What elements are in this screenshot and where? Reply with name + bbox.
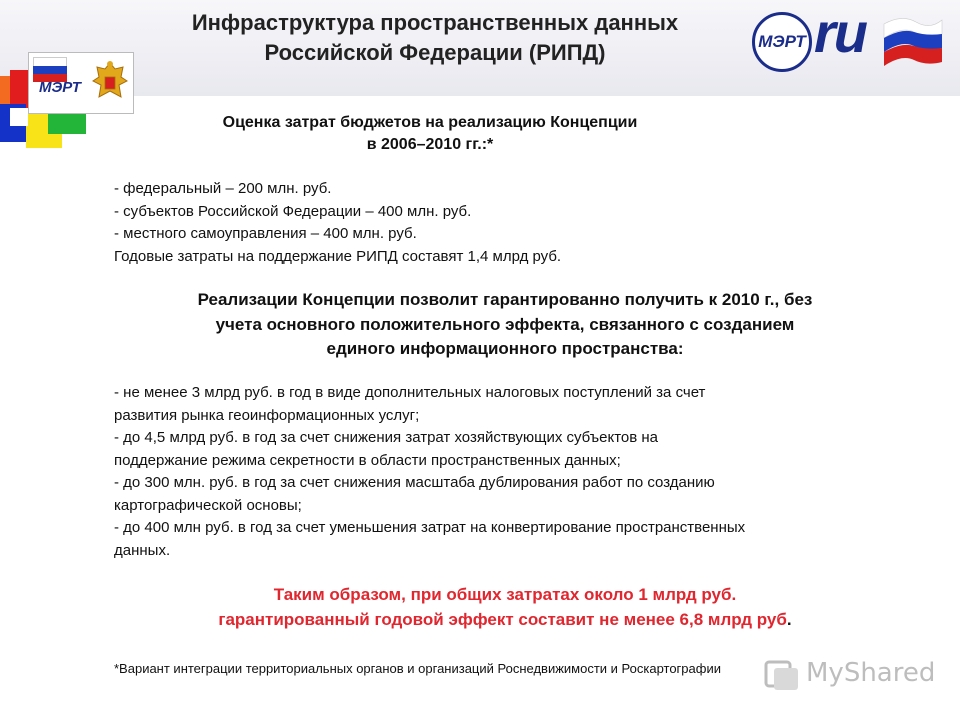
cost-estimate-list (114, 178, 834, 268)
watermark (762, 656, 936, 696)
page-title (110, 8, 760, 68)
list-item: - не менее 3 млрд руб. в год в виде дополнительных налоговых поступлений за счет (114, 384, 706, 401)
page-title-line2: Российской Федерации (РИПД) (264, 40, 606, 65)
list-item: Годовые затраты на поддержание РИПД составят 1,4 млрд руб. (114, 247, 562, 265)
list-item: развития рынка геоинформационных услуг; (114, 406, 420, 424)
decor-block-green (48, 112, 86, 134)
russian-flag-icon (33, 57, 67, 81)
page-title-line1: Инфраструктура пространственных данных (191, 10, 679, 35)
benefits-list (114, 382, 914, 562)
footnote: *Вариант интеграции территориальных органов и организаций Роснедвижимости и Роскартографии (114, 661, 721, 676)
list-item: - местного самоуправления – 400 млн. руб. (114, 225, 417, 242)
list-item: данных. (114, 541, 171, 559)
benefits-heading-line: учета основного положительного эффекта, связанного с созданием (215, 314, 795, 334)
list-item: - субъектов Российской Федерации – 400 млн. руб. (114, 202, 472, 220)
list-item: - федеральный – 200 млн. руб. (114, 180, 332, 197)
cost-estimate-title-line1: Оценка затрат бюджетов на реализацию Концепции (222, 114, 638, 131)
left-logo-text: МЭРТ (39, 79, 81, 96)
list-item: - до 300 млн. руб. в год за счет снижения масштаба дублирования работ по созданию (114, 474, 715, 491)
benefits-heading (110, 288, 900, 362)
conclusion-trailing-dot: . (786, 610, 792, 629)
ministry-logo-circle: МЭРТ (752, 12, 812, 72)
list-item: - до 4,5 млрд руб. в год за счет снижения затрат хозяйствующих субъектов на (114, 429, 659, 446)
cost-estimate-title-line2: в 2006–2010 гг.:* (366, 136, 494, 153)
conclusion-text (110, 582, 900, 632)
decor-block-white (10, 108, 28, 126)
benefits-heading-line: Реализации Концепции позволит гарантированно получить к 2010 г., без (197, 290, 813, 309)
list-item: - до 400 млн руб. в год за счет уменьшения затрат на конвертирование пространственных (114, 519, 746, 536)
cost-estimate-title (110, 112, 750, 156)
watermark-text: MyShared (806, 658, 936, 688)
watermark-logo-icon (762, 658, 802, 694)
conclusion-line2-text: гарантированный годовой эффект составит не менее 6,8 млрд руб (218, 610, 787, 629)
waving-flag-icon (882, 14, 944, 66)
conclusion-line2 (110, 607, 900, 632)
list-item: поддержание режима секретности в области пространственных данных; (114, 451, 621, 469)
list-item: картографической основы; (114, 496, 302, 514)
ru-logo-text: ru (814, 1, 866, 64)
benefits-heading-line: единого информационного пространства: (326, 339, 684, 358)
conclusion-line1: Таким образом, при общих затратах около 1 млрд руб. (273, 585, 737, 604)
